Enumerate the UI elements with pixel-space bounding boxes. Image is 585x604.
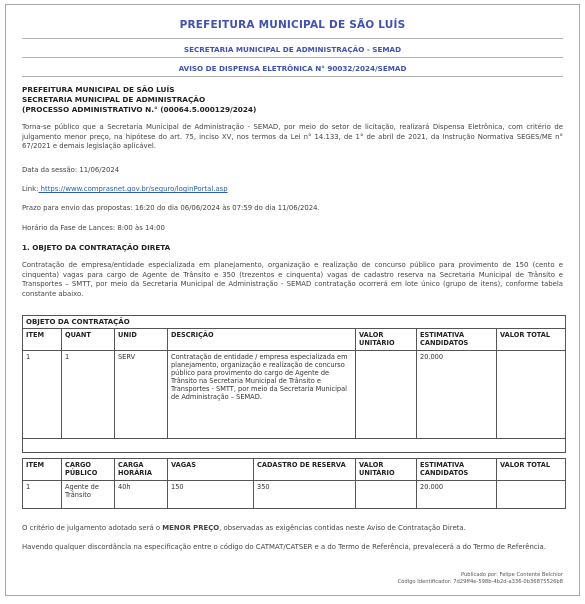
session-date: Data da sessão: 11/06/2024 [22,166,120,174]
table-row [23,481,566,509]
col-header-cadastro: CADASTRO DE RESERVA [254,459,356,481]
criterion-bold: MENOR PREÇO [162,524,220,532]
col-header-vagas: VAGAS [168,459,254,481]
cargo-table [22,458,566,509]
col-header-valor-total: VALOR TOTAL [497,329,566,351]
aviso-heading: AVISO DE DISPENSA ELETRÔNICA N° 90032/2024/SEMAD [178,64,407,73]
object-table-caption: OBJETO DA CONTRATAÇÃO [23,316,566,329]
cell-estimativa: 20.000 [417,481,497,509]
published-by: Publicado por: Felipe Contente Belchior [460,572,563,578]
object-table [22,315,566,453]
bid-time-text: Horário da Fase de Lances: 8:00 às 14:00 [22,224,165,232]
cell-valor-total [497,481,566,509]
col-header-carga: CARGA HORÁRIA [115,459,168,481]
col-header-valor-unitario: VALOR UNITÁRIO [356,459,417,481]
body-header-line: SECRETARIA MUNICIPAL DE ADMINISTRAÇÃO [22,95,206,104]
cell-valor-total [497,351,566,439]
footer [398,572,563,586]
intro-paragraph: Torna-se público que a Secretaria Municipal de Administração - SEMAD, por meio do setor de licitação, realizará Dispensa Eletrônica, com critério de julgamento menor preço, na hipótese do art. 75, inciso XV, nos termos da Lei n° 14.133, de 1° de abril de 2021, da Instrução Normativa SEGES/ME n° 67/2021 e demais legislação aplicável. [22,123,563,151]
cell-quant: 1 [62,351,115,439]
col-header-quant: QUANT [62,329,115,351]
document-page [5,4,580,596]
col-header-valor-unitario: VALOR UNITÁRIO [356,329,417,351]
divider [22,57,563,58]
cell-descricao: Contratação de entidade / empresa especializada em planejamento, organização e realização de concurso público para provimento do cargo de Agente de Trânsito na Secretaria Municipal de Trânsito e Transportes - SMTT, por meio da Secretaria Municipal de Administração – SEMAD. [168,351,356,439]
divider [22,76,563,77]
comprasnet-link[interactable]: https://www.comprasnet.gov.br/seguro/loginPortal.asp [38,185,228,193]
cell-vagas: 150 [168,481,254,509]
deadline-text: Prazo para envio das propostas: 16:20 do dia 06/06/2024 às 07:59 do dia 11/06/2024. [22,204,320,212]
link-line [22,185,563,195]
spacer-row [23,439,566,453]
spacer-cell [23,439,566,453]
link-label: Link: [22,185,39,193]
cell-item: 1 [23,351,62,439]
col-header-cargo: CARGO PÚBLICO [62,459,115,481]
col-header-valor-total: VALOR TOTAL [497,459,566,481]
col-header-estimativa: ESTIMATIVA CANDIDATOS [417,329,497,351]
identifier-code: Código Identificador: 7d29ff4e-598b-4b2d-a336-0b36875526b8 [397,579,563,585]
col-header-unid: UNID [115,329,168,351]
secretaria-heading: SECRETARIA MUNICIPAL DE ADMINISTRAÇÃO - SEMAD [183,45,402,54]
criterion-suffix: , observadas as exigências contidas neste Aviso de Contratação Direta. [219,524,466,532]
col-header-item: ITEM [23,459,62,481]
col-header-descricao: DESCRIÇÃO [168,329,356,351]
cell-estimativa: 20.000 [417,351,497,439]
cell-valor-unitario [356,351,417,439]
col-header-estimativa: ESTIMATIVA CANDIDATOS [417,459,497,481]
section-1-title: 1. OBJETO DA CONTRATAÇÃO DIRETA [22,243,171,252]
body-header-line: (PROCESSO ADMINISTRATIVO N.° (00064.5.000129/2024) [22,105,257,114]
col-header-item: ITEM [23,329,62,351]
discrepancy-text: Havendo qualquer discordância na especificação entre o código do CATMAT/CATSER e a do Termo de Referência, prevalecerá a do Termo de Referência. [22,543,546,551]
cell-cadastro: 350 [254,481,356,509]
section-1-text: Contratação de empresa/entidade especializada em planejamento, organização e realização de concurso público para provimento de 150 (cento e cinquenta) vagas para cargo de Agente de Trânsito e 350 (trezentos e cinquenta) vagas de cadastro reserva na Secretaria Municipal de Trânsito e Transportes – SMTT, por meio da Secretaria Municipal de Administração - SEMAD contratação ocorrerá em lote único (grupo de itens), conforme tabela constante abaixo. [22,261,563,298]
divider [22,38,563,39]
cell-cargo: Agente de Trânsito [62,481,115,509]
body-header-line: PREFEITURA MUNICIPAL DE SÃO LUÍS [22,85,175,94]
criterion-text [22,524,563,534]
body-header [22,85,256,115]
criterion-prefix: O critério de julgamento adotado será o [22,524,163,532]
cell-item: 1 [23,481,62,509]
cell-unid: SERV [115,351,168,439]
page-title: PREFEITURA MUNICIPAL DE SÃO LUÍS [179,19,406,31]
cell-valor-unitario [356,481,417,509]
cell-carga: 40h [115,481,168,509]
table-row [23,351,566,439]
